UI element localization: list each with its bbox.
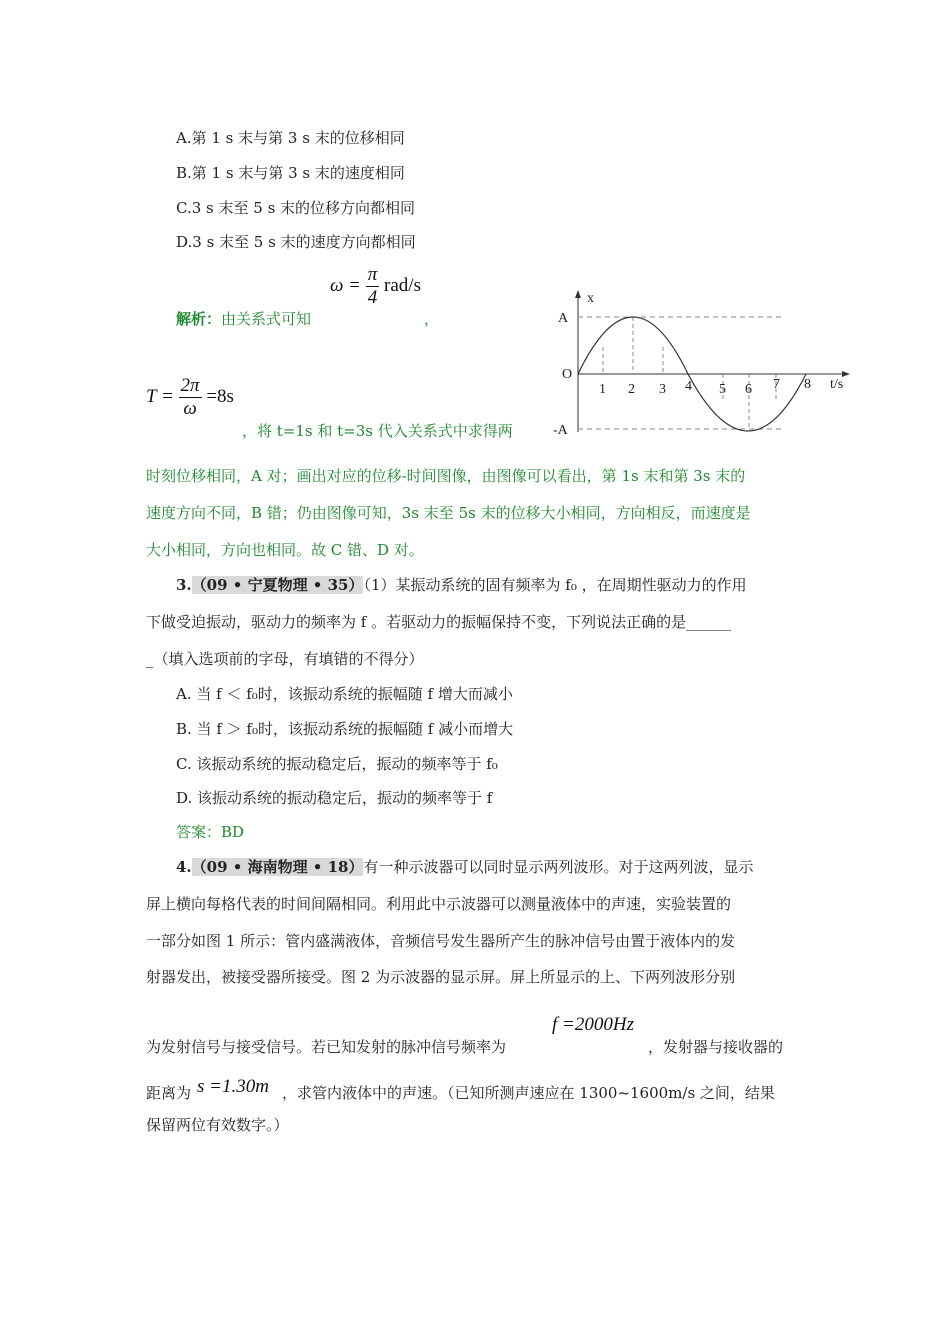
q3-option-c: C. 该振动系统的振动稳定后，振动的频率等于 f₀ (176, 755, 498, 773)
q3-line-3: _（填入选项前的字母，有填错的不得分） (146, 650, 424, 668)
omega-numerator: π (367, 264, 378, 285)
q3-source: （09 • 宁夏物理 • 35） (191, 576, 364, 594)
option-a: A.第 1 s 末与第 3 s 末的位移相同 (176, 129, 405, 147)
tick-label-2: 2 (628, 382, 635, 397)
y-axis-label: x (587, 291, 594, 306)
tick-label-7: 7 (773, 377, 780, 392)
omega-unit: rad/s (384, 274, 421, 296)
q4-line-5b: ，发射器与接收器的 (648, 1038, 784, 1056)
displacement-time-graph (548, 282, 858, 442)
analysis-text-2: ，将 t=1s 和 t=3s 代入关系式中求得两 (242, 422, 513, 440)
q4-line-5a: 为发射信号与接受信号。若已知发射的脉冲信号频率为 (146, 1038, 507, 1056)
q4-line-1 (176, 857, 754, 877)
analysis-line-1 (176, 309, 311, 329)
x-axis-label: t/s (830, 377, 844, 392)
period-fraction (179, 375, 202, 420)
omega-denominator: 4 (367, 287, 378, 308)
q4-source: （09 • 海南物理 • 18） (191, 858, 364, 876)
analysis-label: 解析： (176, 310, 222, 328)
q3-option-b: B. 当 f ＞ f₀时，该振动系统的振幅随 f 减小而增大 (176, 720, 514, 738)
q4-line-6b: ，求管内液体中的声速。（已知所测声速应在 1300~1600m/s 之间，结果 (282, 1084, 775, 1102)
analysis-line-4: 速度方向不同，B 错；仍由图像可知，3s 末至 5s 末的位移大小相同，方向相反，而速度是 (146, 504, 751, 522)
omega-fraction (366, 264, 380, 309)
tick-label-3: 3 (659, 382, 666, 397)
q3-line-1 (176, 575, 747, 595)
tick-label-5: 5 (719, 382, 726, 397)
q4-line-3: 一部分如图 1 所示：管内盛满液体，音频信号发生器所产生的脉冲信号由置于液体内的发 (146, 932, 736, 950)
q4-line-7: 保留两位有效数字。） (146, 1116, 289, 1134)
q4-number: 4. (176, 858, 192, 876)
tick-label-1: 1 (599, 382, 606, 397)
period-formula (146, 375, 234, 420)
q4-line-2: 屏上横向每格代表的时间间隔相同。利用此中示波器可以测量液体中的声速，实验装置的 (146, 895, 732, 913)
option-c: C.3 s 末至 5 s 末的位移方向都相同 (176, 199, 416, 217)
period-rhs: =8s (206, 385, 234, 407)
tick-label-4: 4 (685, 379, 692, 394)
period-numerator: 2π (180, 375, 200, 396)
q3-number: 3. (176, 576, 192, 594)
option-d: D.3 s 末至 5 s 末的速度方向都相同 (176, 233, 416, 251)
tick-label-6: 6 (745, 382, 752, 397)
frequency-formula: f =2000Hz (552, 1014, 634, 1035)
period-lhs: T = (146, 385, 174, 407)
analysis-line-5: 大小相同，方向也相同。故 C 错、D 对。 (146, 541, 424, 559)
q4-line-4: 射器发出，被接受器所接受。图 2 为示波器的显示屏。屏上所显示的上、下两列波形分别 (146, 968, 736, 986)
q3-line-1-rest: （1）某振动系统的固有频率为 f₀ ，在周期性驱动力的作用 (363, 576, 747, 594)
q4-line-6a: 距离为 (146, 1084, 192, 1102)
distance-formula: s =1.30m (197, 1076, 269, 1097)
y-axis-arrow (575, 290, 581, 298)
analysis-text-1: 由关系式可知 (221, 310, 312, 328)
origin-label: O (562, 367, 573, 382)
tick-label-8: 8 (804, 377, 811, 392)
q3-option-a: A. 当 f ＜ f₀时，该振动系统的振幅随 f 增大而减小 (176, 685, 513, 703)
period-denominator: ω (183, 398, 197, 419)
option-b: B.第 1 s 末与第 3 s 末的速度相同 (176, 164, 405, 182)
q3-line-2: 下做受迫振动，驱动力的频率为 f 。若驱动力的振幅保持不变，下列说法正确的是______ (146, 613, 732, 631)
analysis-comma: ， (424, 310, 440, 328)
q3-answer: 答案：BD (176, 823, 245, 841)
q4-line-1-rest: 有一种示波器可以同时显示两列波形。对于这两列波，显示 (363, 858, 754, 876)
neg-amplitude-label: -A (553, 423, 568, 438)
amplitude-label: A (558, 311, 569, 326)
omega-formula (330, 264, 421, 309)
omega-lhs: ω = (330, 274, 361, 296)
q3-option-d: D. 该振动系统的振动稳定后，振动的频率等于 f (176, 789, 493, 807)
analysis-line-3: 时刻位移相同，A 对；画出对应的位移-时间图像，由图像可以看出，第 1s 末和第 3s 末的 (146, 467, 746, 485)
